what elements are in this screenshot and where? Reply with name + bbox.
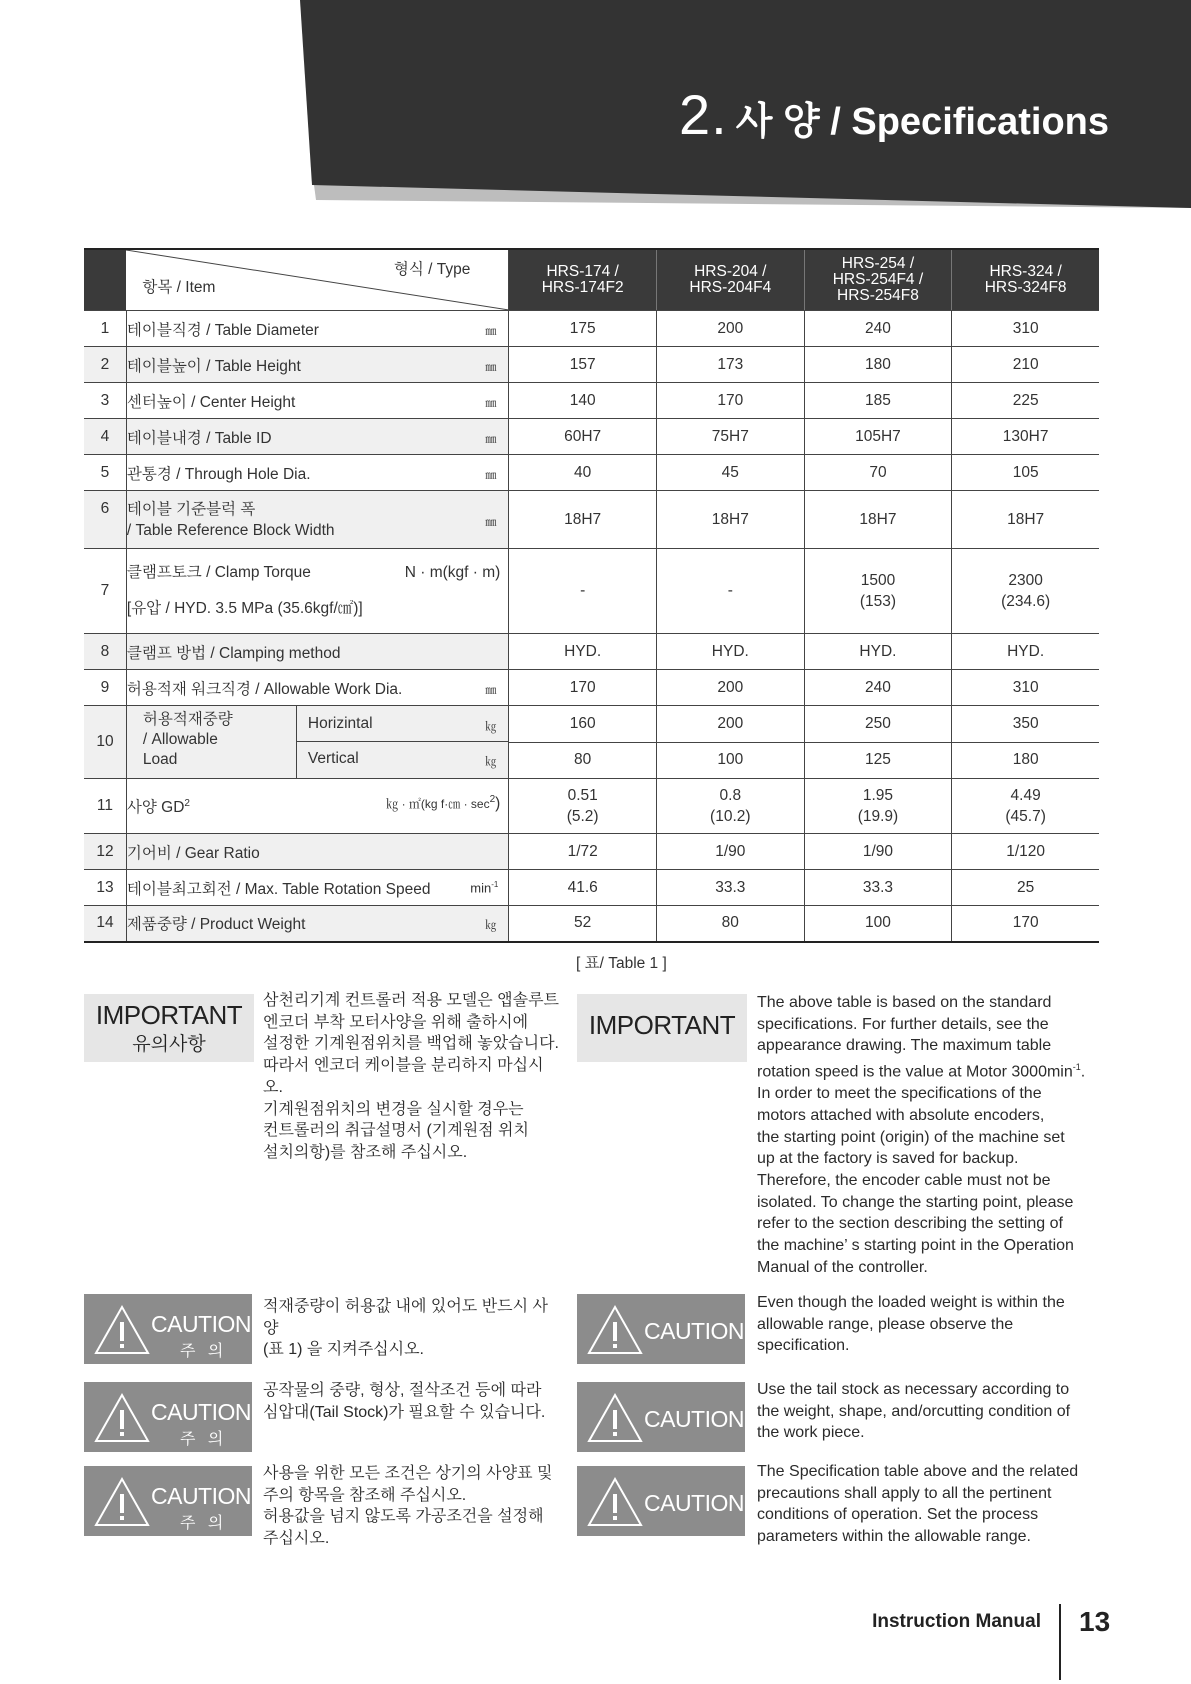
caution-badge-kr (84, 1294, 252, 1364)
table-cell: 200 (656, 311, 804, 347)
note-line: The above table is based on the standard (757, 994, 1052, 1011)
unit-sup: 2 (489, 794, 496, 805)
row-number: 3 (84, 383, 126, 419)
footer-label: Instruction Manual (872, 1611, 1041, 1632)
table-cell: 1/72 (509, 834, 657, 870)
important-badge-en (577, 994, 747, 1062)
caution-kr: 주 의 (180, 1431, 228, 1448)
unit-text: ㎏ · ㎡(kg f·㎝ · sec (386, 797, 490, 812)
note-line: the machine’ s starting point in the Operation (757, 1237, 1074, 1255)
table-row (84, 634, 1099, 670)
note-line: isolated. To change the starting point, please (757, 1193, 1074, 1211)
note-line: 따라서 엔코더 케이블을 분리하지 마십시오. (263, 1057, 544, 1096)
table-row (84, 311, 1099, 347)
row-name (126, 706, 508, 779)
row-number: 5 (84, 455, 126, 491)
note-line: the weight, shape, and/orcutting condition of (757, 1402, 1071, 1420)
note-line: 삼천리기계 컨트롤러 적용 모델은 앱솔루트 (263, 992, 559, 1009)
table-row (84, 383, 1099, 419)
table-cell: 60H7 (509, 419, 657, 455)
note-sup: -1 (1072, 1062, 1081, 1073)
note-line: specifications. For further details, see the (757, 1015, 1049, 1033)
row-number: 14 (84, 906, 126, 942)
row-unit (470, 880, 498, 895)
model-line: HRS-324F8 (984, 279, 1067, 296)
important-title: IMPORTANT (588, 1010, 736, 1040)
note-line: 기계원점위치의 변경을 실시할 경우는 (263, 1100, 524, 1118)
table-cell: HYD. (804, 634, 952, 670)
table-cell: 1/90 (656, 834, 804, 870)
row-unit: ㎜ (485, 324, 497, 338)
caution-text-kr (263, 1463, 563, 1550)
row-name-text: 기어비 / Gear Ratio (126, 844, 260, 862)
horizontal-label: Horizintal (307, 715, 373, 732)
row-number: 1 (84, 311, 126, 347)
note-line: 설치의항)를 참조해 주십시오. (263, 1143, 468, 1161)
allowable-load-label (143, 710, 233, 770)
important-text-kr (263, 990, 563, 1164)
table-row (84, 455, 1099, 491)
note-line: 적재중량이 허용값 내에 있어도 반드시 사양 (263, 1298, 548, 1337)
note-line: allowable range, please observe the (757, 1315, 1014, 1333)
caution-word: CAUTION (151, 1399, 251, 1425)
warning-icon (587, 1392, 643, 1444)
row-name (126, 419, 508, 455)
table-caption: [ 표/ Table 1 ] (576, 955, 667, 972)
row-name-text: 클램프 방법 / Clamping method (126, 644, 341, 662)
table-cell (804, 549, 952, 634)
note-line: (표 1) 을 지켜주십시오. (263, 1341, 424, 1359)
warning-icon (94, 1304, 150, 1356)
table-row (84, 834, 1099, 870)
model-header-2 (656, 249, 804, 311)
caution-word: CAUTION (644, 1406, 744, 1432)
row-number: 10 (84, 706, 126, 779)
note-line: 공작물의 중량, 형상, 절삭조건 등에 따라 (263, 1382, 542, 1399)
row-number: 4 (84, 419, 126, 455)
caution-kr: 주 의 (180, 1343, 228, 1360)
caution-badge-en (577, 1466, 745, 1536)
table-cell: 170 (656, 383, 804, 419)
note-line: 주십시오. (263, 1530, 330, 1548)
sub-row-divider (296, 741, 508, 742)
warning-icon (587, 1476, 643, 1528)
row-unit: ㎜ (485, 396, 497, 410)
row-name-text: 테이블내경 / Table ID (126, 429, 272, 447)
row-number: 8 (84, 634, 126, 670)
unit-sup: -1 (491, 880, 499, 889)
note-line: 주의 항목을 참조해 주십시오. (263, 1486, 467, 1504)
cell-line: 0.51 (567, 787, 598, 804)
table-cell: 350 (952, 706, 1099, 743)
table-cell: 75H7 (656, 419, 804, 455)
row-name-text: 테이블 기준블럭 폭 (126, 500, 256, 518)
table-cell: 175 (509, 311, 657, 347)
note-line: the starting point (origin) of the machine set (757, 1128, 1065, 1146)
row-name (126, 549, 508, 634)
model-line: HRS-324 / (989, 263, 1062, 280)
row-number: 2 (84, 347, 126, 383)
cell-line: (19.9) (857, 808, 899, 825)
table-header-row (84, 249, 1099, 311)
table-cell: 310 (952, 311, 1099, 347)
note-line: refer to the section describing the setting of (757, 1215, 1063, 1233)
table-cell (509, 549, 657, 634)
note-line: parameters within the allowable range. (757, 1528, 1031, 1546)
note-sup-end: . (1080, 1063, 1086, 1081)
model-header-3 (804, 249, 952, 311)
cell-line: 0.8 (719, 787, 742, 804)
table-cell: 180 (952, 742, 1099, 779)
table-cell: 100 (804, 906, 952, 942)
note-line: 허용값을 넘지 않도록 가공조건을 설정해 (263, 1508, 544, 1526)
note-line: 컨트롤러의 취급설명서 (기계원점 위치 (263, 1122, 529, 1140)
important-subtitle: 유의사항 (132, 1034, 206, 1055)
table-row (84, 779, 1099, 834)
row-number: 6 (84, 491, 126, 549)
table-cell: 240 (804, 311, 952, 347)
unit-end: ) (495, 795, 501, 813)
model-header-1 (509, 249, 657, 311)
note-line: conditions of operation. Set the process (757, 1506, 1039, 1524)
important-badge-kr (84, 994, 254, 1062)
item-label: 항목 / Item (142, 279, 216, 296)
note-line: 엔코더 부착 모터사양을 위해 출하시에 (263, 1013, 529, 1031)
row-number: 13 (84, 870, 126, 906)
note-line: precautions shall apply to all the pertinent (757, 1484, 1052, 1502)
row-name-text: 테이블최고회전 / Max. Table Rotation Speed (126, 880, 431, 898)
table-cell: 1/120 (952, 834, 1099, 870)
row-unit: ㎏ (485, 918, 497, 932)
table-cell (952, 779, 1099, 834)
table-cell: 200 (656, 670, 804, 706)
caution-word: CAUTION (644, 1318, 744, 1344)
table-cell: 41.6 (509, 870, 657, 906)
table-cell: 185 (804, 383, 952, 419)
caution-text-kr (263, 1380, 563, 1423)
table-cell: 33.3 (656, 870, 804, 906)
row-name-text: 관통경 / Through Hole Dia. (126, 465, 311, 483)
note-line: the work piece. (757, 1424, 865, 1442)
caution-kr: 주 의 (180, 1515, 228, 1532)
table-cell: 105 (952, 455, 1099, 491)
caution-word: CAUTION (644, 1490, 744, 1516)
table-cell: HYD. (509, 634, 657, 670)
row-name-text: 제품중량 / Product Weight (126, 916, 306, 934)
row-number: 11 (84, 779, 126, 834)
cell-line: 1500 (860, 572, 896, 589)
table-cell: 70 (804, 455, 952, 491)
table-cell: 40 (509, 455, 657, 491)
warning-icon (94, 1392, 150, 1444)
table-cell: 130H7 (952, 419, 1099, 455)
cell-line: - (580, 582, 586, 599)
note-line: Therefore, the encoder cable must not be (757, 1171, 1051, 1189)
page-number: 13 (1079, 1606, 1111, 1637)
table-cell: 240 (804, 670, 952, 706)
important-title: IMPORTANT (95, 1000, 243, 1030)
table-row (84, 347, 1099, 383)
model-line: HRS-204 / (694, 263, 767, 280)
vertical-unit: ㎏ (485, 756, 497, 768)
row-name (126, 455, 508, 491)
row-unit (386, 794, 500, 813)
row-name-text: 사양 GD (126, 799, 185, 816)
table-row (84, 670, 1099, 706)
row-name-text-2: / Table Reference Block Width (126, 521, 335, 539)
caution-word: CAUTION (151, 1483, 251, 1509)
table-cell: 18H7 (509, 491, 657, 549)
note-line: In order to meet the specifications of the (757, 1085, 1042, 1103)
row-name-text-3: Load (142, 751, 178, 768)
chapter-number: 2. (679, 83, 728, 146)
table-cell: 210 (952, 347, 1099, 383)
table-cell: 100 (656, 742, 804, 779)
model-line: HRS-254F8 (837, 287, 919, 304)
table-cell: HYD. (656, 634, 804, 670)
note-line: The Specification table above and the related (757, 1463, 1079, 1480)
table-cell: 105H7 (804, 419, 952, 455)
chapter-title-text: 사 양 / Specifications (735, 101, 1109, 143)
sub-divider (296, 706, 297, 778)
caution-text-kr (263, 1296, 563, 1361)
table-cell: 80 (656, 906, 804, 942)
table-row (84, 491, 1099, 549)
caution-badge-en (577, 1294, 745, 1364)
table-cell: 170 (952, 906, 1099, 942)
cell-line: (45.7) (1005, 808, 1046, 825)
table-cell (952, 549, 1099, 634)
cell-line: (153) (859, 593, 897, 610)
table-cell: 80 (509, 742, 657, 779)
table-row (84, 906, 1099, 942)
note-line: 설정한 기계원점위치를 백업해 놓았습니다. (263, 1035, 559, 1053)
table-cell: 310 (952, 670, 1099, 706)
table-cell: 157 (509, 347, 657, 383)
vertical-label: Vertical (307, 750, 359, 767)
table-cell (509, 779, 657, 834)
table-cell: 160 (509, 706, 657, 743)
row-name (126, 906, 508, 942)
table-row (84, 706, 1099, 743)
row-name-text: 허용적재 워크직경 / Allowable Work Dia. (126, 680, 403, 698)
model-line: HRS-204F4 (689, 279, 772, 296)
note-line: 사용을 위한 모든 조건은 상기의 사양표 및 (263, 1465, 553, 1482)
note-line: Even though the loaded weight is within the (757, 1294, 1065, 1311)
caution-badge-kr (84, 1466, 252, 1536)
row-name-text: 클램프토크 / Clamp Torque (126, 564, 311, 581)
note-line: 심압대(Tail Stock)가 필요할 수 있습니다. (263, 1403, 546, 1421)
row-name (126, 634, 508, 670)
table-cell: 180 (804, 347, 952, 383)
note-line (757, 1057, 1117, 1083)
cell-line: (10.2) (710, 808, 751, 825)
table-cell: 18H7 (804, 491, 952, 549)
row-number: 7 (84, 549, 126, 634)
note-line: specification. (757, 1337, 850, 1355)
table-cell: 25 (952, 870, 1099, 906)
table-row (84, 549, 1099, 634)
cell-line: 4.49 (1010, 787, 1041, 804)
table-cell: 18H7 (952, 491, 1099, 549)
caution-text-en (757, 1379, 1117, 1444)
spec-table (84, 248, 1099, 943)
table-cell: 33.3 (804, 870, 952, 906)
row-unit: ㎜ (485, 360, 497, 374)
table-row (84, 419, 1099, 455)
type-label: 형식 / Type (393, 261, 471, 278)
table-row (84, 870, 1099, 906)
row-name (126, 870, 508, 906)
caution-text-en (757, 1461, 1117, 1548)
row-name-text-2: [유압 / HYD. 3.5 MPa (35.6kgf/㎠)] (126, 600, 363, 617)
row-name (126, 311, 508, 347)
caution-text-en (757, 1292, 1117, 1357)
cell-line: 2300 (1008, 572, 1043, 589)
note-line: up at the factory is saved for backup. (757, 1150, 1019, 1168)
table-cell: HYD. (952, 634, 1099, 670)
table-cell: 250 (804, 706, 952, 743)
note-line: motors attached with absolute encoders, (757, 1106, 1045, 1124)
caution-word: CAUTION (151, 1311, 251, 1337)
row-number: 12 (84, 834, 126, 870)
note-line: appearance drawing. The maximum table (757, 1037, 1052, 1055)
row-name (126, 670, 508, 706)
note-line: Manual of the controller. (757, 1258, 928, 1276)
table-cell: 173 (656, 347, 804, 383)
row-unit: ㎜ (485, 515, 497, 529)
row-name-text-2: / Allowable (142, 731, 218, 748)
caution-badge-en (577, 1382, 745, 1452)
table-cell: 170 (509, 670, 657, 706)
model-line: HRS-174F2 (541, 279, 624, 296)
model-header-4 (952, 249, 1099, 311)
row-unit: ㎜ (485, 432, 497, 446)
row-name (126, 347, 508, 383)
row-unit: ㎜ (485, 683, 497, 697)
caution-badge-kr (84, 1382, 252, 1452)
chapter-title (679, 82, 1109, 147)
row-name-text: 테이블높이 / Table Height (126, 357, 301, 375)
row-number: 9 (84, 670, 126, 706)
model-line: HRS-254 / (841, 255, 915, 272)
row-unit: ㎜ (485, 468, 497, 482)
warning-icon (587, 1304, 643, 1356)
row-name (126, 834, 508, 870)
table-cell: 45 (656, 455, 804, 491)
row-name-text: 허용적재중량 (142, 711, 233, 728)
row-name (126, 491, 508, 549)
table-cell (656, 779, 804, 834)
model-line: HRS-254F4 / (832, 271, 924, 288)
table-cell (656, 549, 804, 634)
header-item-cell (126, 249, 508, 311)
table-cell (804, 779, 952, 834)
row-name-text: 테이블직경 / Table Diameter (126, 321, 319, 339)
allowable-load-block (127, 706, 508, 778)
table-cell: 52 (509, 906, 657, 942)
horizontal-unit: ㎏ (485, 721, 497, 733)
warning-icon (94, 1476, 150, 1528)
chapter-header (0, 0, 1191, 210)
cell-line: - (727, 582, 733, 599)
table-cell: 125 (804, 742, 952, 779)
model-line: HRS-174 / (546, 263, 619, 280)
note-line: Use the tail stock as necessary according to (757, 1381, 1070, 1398)
table-cell: 140 (509, 383, 657, 419)
cell-line: (234.6) (1001, 593, 1051, 610)
table-cell: 225 (952, 383, 1099, 419)
table-cell: 18H7 (656, 491, 804, 549)
important-text-en (757, 992, 1117, 1278)
row-name (126, 383, 508, 419)
row-name (126, 779, 508, 834)
row-unit: N · m(kgf · m) (404, 564, 501, 581)
cell-line: 1.95 (862, 787, 894, 804)
row-name-sup: 2 (184, 797, 190, 809)
note-line-text: rotation speed is the value at Motor 3000min (757, 1063, 1073, 1081)
header-no-cell (84, 249, 126, 311)
row-name-text: 센터높이 / Center Height (126, 393, 296, 411)
table-cell: 200 (656, 706, 804, 743)
unit-text: min (470, 880, 492, 896)
cell-line: (5.2) (566, 808, 599, 825)
table-cell: 1/90 (804, 834, 952, 870)
footer-divider (1059, 1604, 1061, 1680)
